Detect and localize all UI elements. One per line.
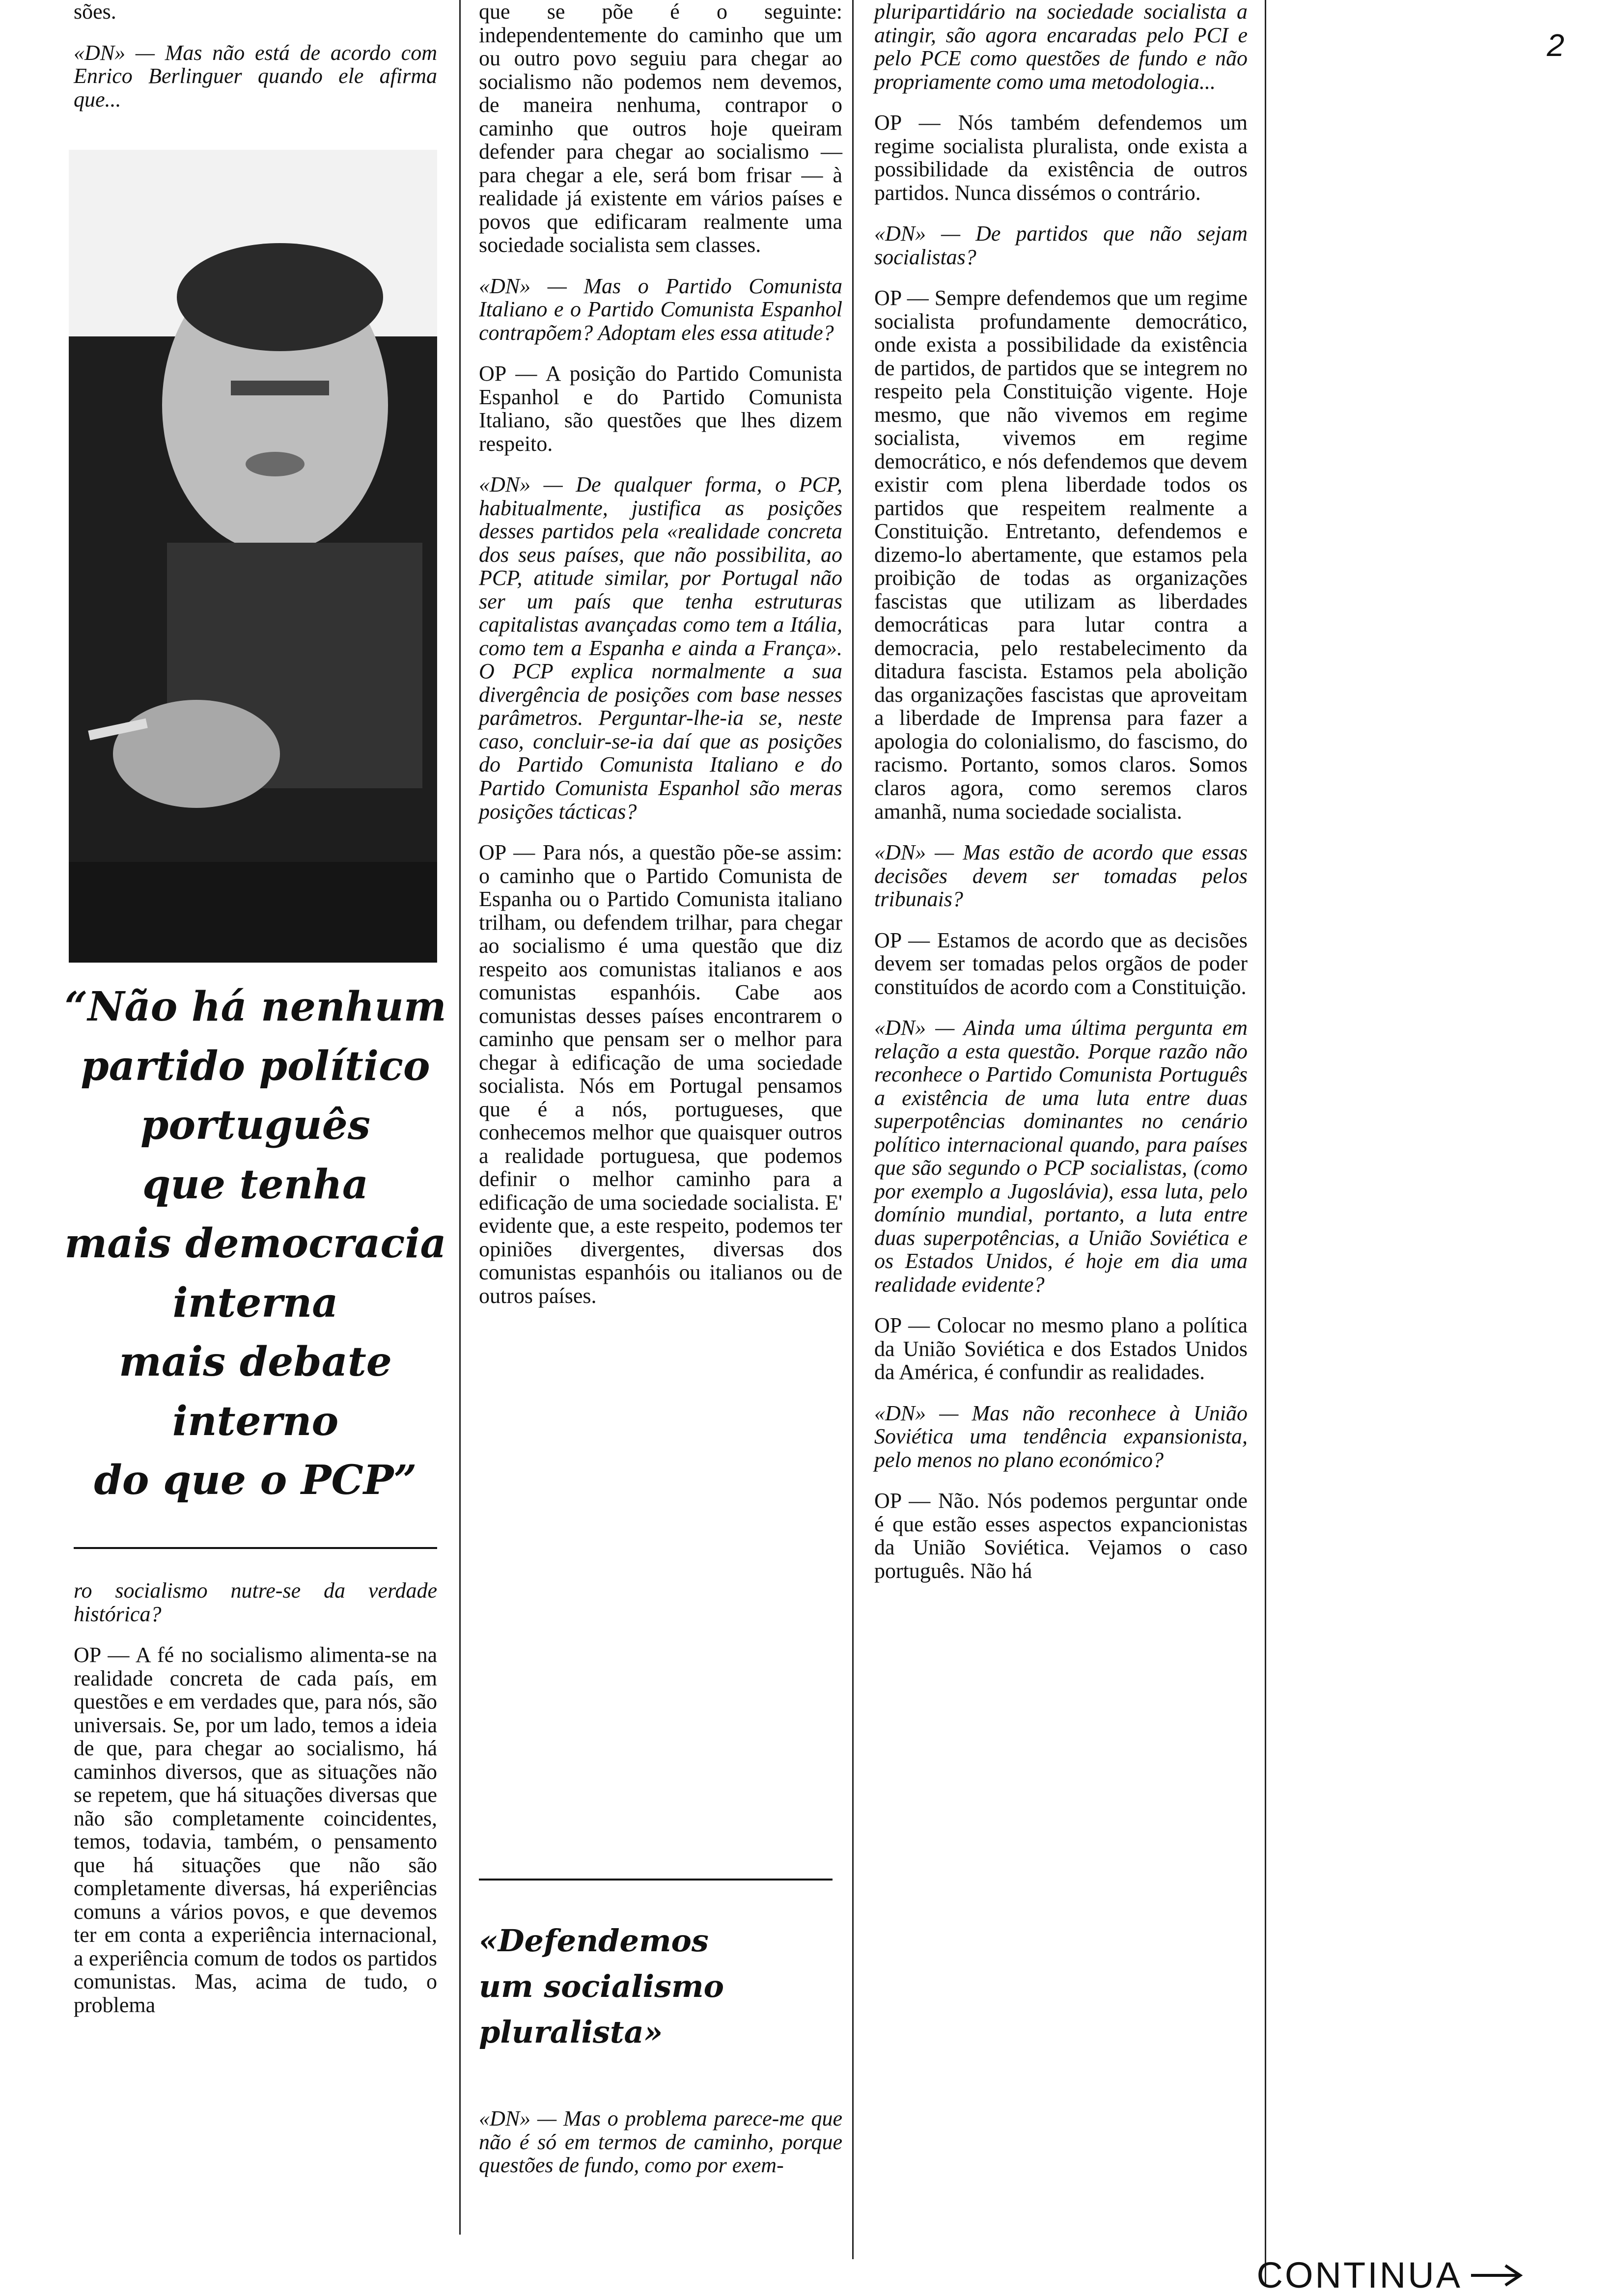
- page-number: 2: [1547, 28, 1564, 63]
- column-divider: [459, 0, 461, 2235]
- column-1-lower: [74, 1579, 437, 2034]
- answer-paragraph: OP — Não. Nós podemos perguntar onde é que estão esses aspectos expancionistas da União Soviética. Vejamos o caso português. Não há: [874, 1489, 1248, 1583]
- question-paragraph: «DN» — Mas o Partido Comunista Italiano e o Partido Comunista Espanhol contrapõem? Adoptam eles essa atitude?: [479, 274, 842, 345]
- column-1: [74, 0, 437, 129]
- answer-paragraph: que se põe é o seguinte: independentemente do caminho que um ou outro povo seguiu para chegar ao socialismo não podemos nem devemos, de maneira nenhuma, contrapor o caminho que outros hoje queiram defender para chegar ao socialismo — para chegar a ele, será bom frisar — à realidade já existente em vários países e povos que edificaram realmente uma sociedade socialista sem classes.: [479, 0, 842, 257]
- right-arrow-icon: [1471, 2254, 1525, 2296]
- question-paragraph: «DN» — Mas o problema parece-me que não é só em termos de caminho, porque questões de fundo, como por exem-: [479, 2106, 842, 2178]
- column-2: [479, 0, 842, 1325]
- question-paragraph: ro socialismo nutre-se da verdade histórica?: [74, 1578, 437, 1626]
- answer-paragraph: OP — Para nós, a questão põe-se assim: o caminho que o Partido Comunista de Espanha ou o Partido Comunista italiano trilham, ou defendem trilhar, para chegar ao socialismo é uma questão que diz respeito aos comunistas italianos e aos comunistas espanhóis. Cabe aos comunistas desses países encontrarem o caminho que pensam ser o melhor para chegar à edificação de uma sociedade socialista. Nós em Portugal pensamos que é a nós, portugueses, que conhecemos melhor que quaisquer outros a realidade portuguesa, que podemos definir o melhor caminho para a edificação de uma sociedade socialista. E' evidente que, a este respeito, podemos ter opiniões divergentes, diversas dos comunistas espanhóis ou italianos ou de outros países.: [479, 840, 842, 1308]
- question-paragraph: «DN» — De partidos que não sejam socialistas?: [874, 221, 1248, 269]
- question-paragraph: «DN» — De qualquer forma, o PCP, habitualmente, justifica as posições desses partidos pela «realidade concreta dos seus países, que não possibilita, ao PCP, atitude similar, por Portugal não ser um país que tenha estruturas capitalistas avançadas como tem a Itália, como tem a Espanha e ainda a França». O PCP explica normalmente a sua divergência de posições com base nesses parâmetros. Perguntar-lhe-ia se, neste caso, concluir-se-ia daí que as posições do Partido Comunista Italiano e do Partido Comunista Espanhol são meras posições tácticas?: [479, 472, 842, 824]
- column-3: [874, 0, 1248, 1600]
- pull-quote: “Não há nenhum partido político português que tenha mais democracia interna mais debate interno do que o PCP”: [64, 983, 446, 1504]
- divider: [479, 1879, 833, 1881]
- answer-paragraph: OP — A posição do Partido Comunista Espanhol e do Partido Comunista Italiano, são questões que lhes dizem respeito.: [479, 361, 842, 456]
- question-paragraph: pluripartidário na sociedade socialista a atingir, são agora encaradas pelo PCI e pelo PCE como questões de fundo e não propriamente como uma metodologia...: [874, 0, 1248, 94]
- answer-paragraph: OP — Sempre defendemos que um regime socialista profundamente democrático, onde exista a possibilidade da existência de partidos, de partidos que se integrem no respeito pela Constituição vigente. Hoje mesmo, que não vivemos em regime socialista, vivemos em regime democrático, e nós defendemos que devem existir com plena liberdade todos os partidos que respeitem realmente a Constituição. Entretanto, defendemos e dizemo-lo abertamente, que estamos pela proibição de todas as organizações fascistas que utilizam as liberdades democráticas para lutar contra a democracia, pelo restabelecimento da ditadura fascista. Estamos pela abolição das organizações fascistas que aproveitam a liberdade de Imprensa para fazer a apologia do colonialismo, do fascismo, do racismo. Portanto, somos claros. Somos claros agora, como seremos claros amanhã, numa sociedade socialista.: [874, 286, 1248, 824]
- continua-label: CONTINUA: [1256, 2255, 1462, 2296]
- question-paragraph: «DN» — Mas estão de acordo que essas decisões devem ser tomadas pelos tribunais?: [874, 840, 1248, 912]
- answer-paragraph: OP — Colocar no mesmo plano a política da União Soviética e dos Estados Unidos da América, é confundir as realidades.: [874, 1313, 1248, 1384]
- portrait-photo: [69, 150, 437, 963]
- question-paragraph: «DN» — Mas não está de acordo com Enrico Berlinguer quando ele afirma que...: [74, 40, 437, 111]
- question-paragraph: «DN» — Mas não reconhece à União Soviética uma tendência expansionista, pelo menos no plano económico?: [874, 1401, 1248, 1472]
- column-divider: [852, 0, 854, 2259]
- column-divider: [1265, 0, 1266, 2284]
- column-2-lower: [479, 2107, 842, 2195]
- continued-marker: [1257, 2254, 1525, 2296]
- section-subhead: «Defendemos um socialismo pluralista»: [479, 1923, 724, 2050]
- answer-paragraph: OP — Estamos de acordo que as decisões devem ser tomadas pelos orgãos de poder constituídos de acordo com a Constituição.: [874, 928, 1248, 999]
- paragraph: sões.: [74, 0, 116, 24]
- question-paragraph: «DN» — Ainda uma última pergunta em relação a esta questão. Porque razão não reconhece o Partido Comunista Português a existência de uma luta entre duas superpotências dominantes no cenário político internacional quando, para países que são segundo o PCP socialistas, (como por exemplo a Jugoslávia), essa luta, pelo domínio mundial, portanto, a luta entre duas superpotências, a União Soviética e os Estados Unidos, é hoje em dia uma realidade evidente?: [874, 1016, 1248, 1297]
- divider: [74, 1547, 437, 1549]
- answer-paragraph: OP — Nós também defendemos um regime socialista pluralista, onde exista a possibilidade da existência de outros partidos. Nunca dissémos o contrário.: [874, 111, 1248, 205]
- answer-paragraph: OP — A fé no socialismo alimenta-se na realidade concreta de cada país, em questões e em verdades que, para nós, são universais. Se, por um lado, temos a ideia de que, para chegar ao socialismo, há caminhos diversos, que as situações não se repetem, que há situações diversas que não são completamente coincidentes, temos, todavia, também, o pensamento que há situações que não são completamente diversas, há experiências comuns a vários povos, e que devemos ter em conta a experiência internacional, a experiência comum de todos os partidos comunistas. Mas, acima de tudo, o problema: [74, 1643, 437, 2017]
